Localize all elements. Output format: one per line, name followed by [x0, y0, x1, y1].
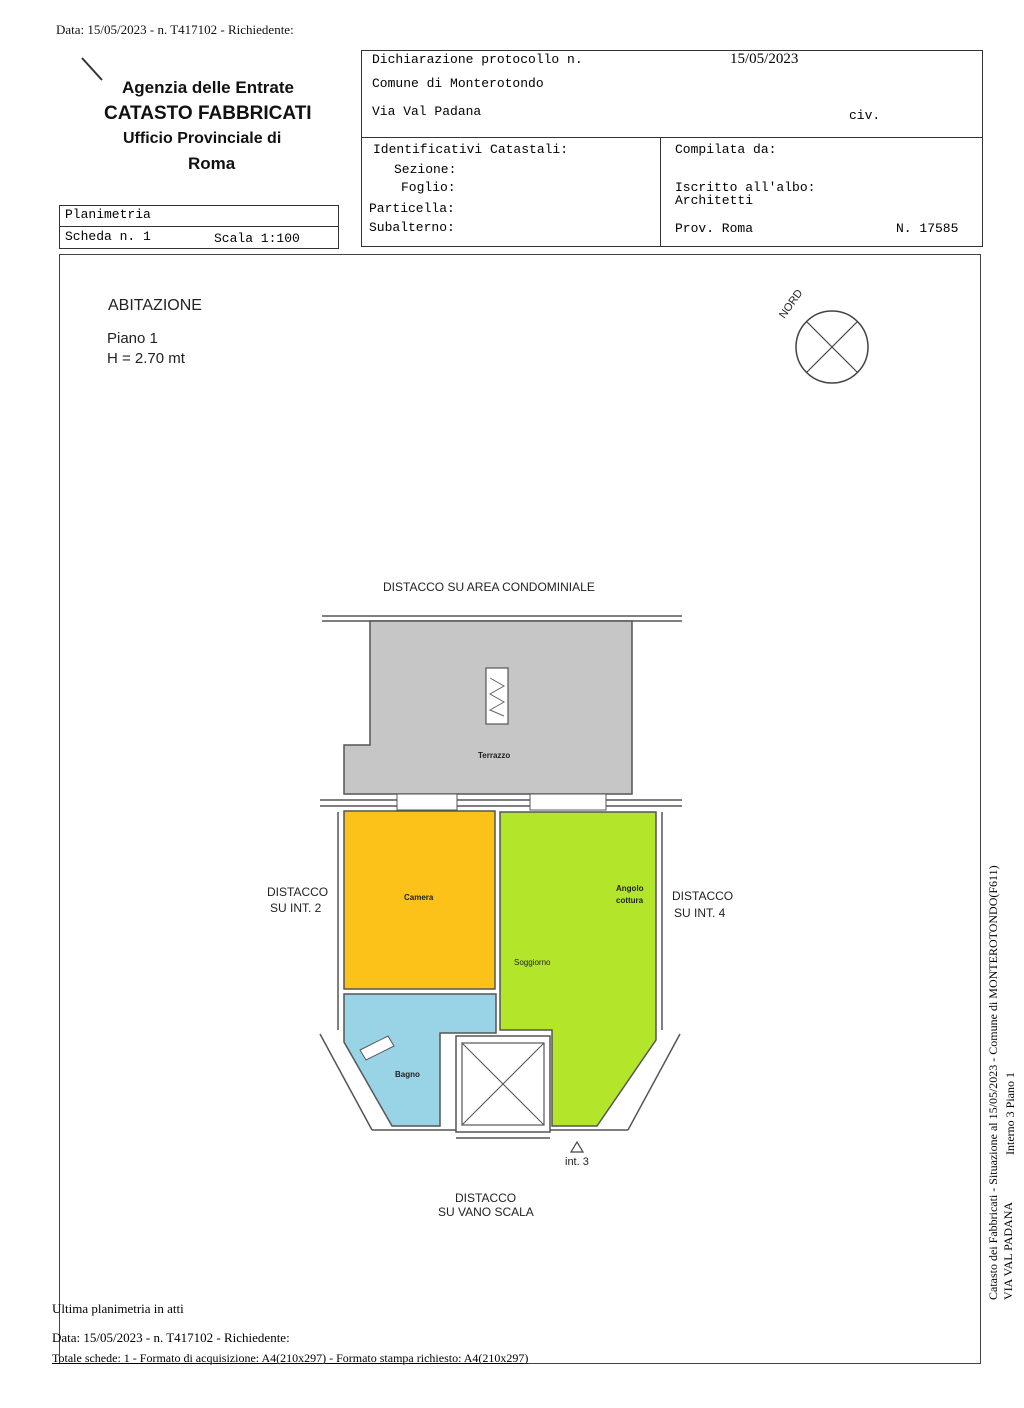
compilata-title: Compilata da: [675, 142, 777, 157]
distacco-right-1: DISTACCO [672, 889, 734, 903]
albo-value: Architetti [675, 193, 754, 208]
protocol-label: Dichiarazione protocollo n. [372, 52, 583, 67]
catasto-title: CATASTO FABBRICATI [104, 103, 312, 124]
soggiorno-label: Soggiorno [514, 958, 551, 967]
height-label: H = 2.70 mt [107, 350, 185, 367]
particella-label: Particella: [369, 201, 455, 216]
ufficio-label: Ufficio Provinciale di [123, 130, 282, 147]
footer-totale-line: Totale schede: 1 - Formato di acquisizione: A4(210x297) - Formato stampa richiesto: A4(210x297) [52, 1351, 529, 1365]
side-line-2: VIA VAL PADANA [1001, 1201, 1015, 1300]
header-line: Data: 15/05/2023 - n. T417102 - Richiedente: [56, 22, 294, 37]
scala-label: Scala 1:100 [214, 231, 300, 246]
ufficio-city: Roma [188, 154, 236, 173]
planimetria-label: Planimetria [65, 207, 151, 222]
footer-data-line: Data: 15/05/2023 - n. T417102 - Richiedente: [52, 1330, 290, 1345]
via-label: Via Val Padana [372, 104, 482, 119]
skylight-icon [486, 668, 508, 724]
iscritto-label: Iscritto all'albo: [675, 180, 816, 195]
camera-label: Camera [404, 893, 434, 902]
side-line-3: Interno 3 Piano 1 [1003, 1072, 1017, 1155]
agency-name: Agenzia delle Entrate [122, 78, 294, 97]
angolo-label-1: Angolo [616, 884, 644, 893]
bagno-label: Bagno [395, 1070, 420, 1079]
distacco-bottom-2: SU VANO SCALA [438, 1205, 534, 1219]
distacco-right-2: SU INT. 4 [674, 906, 726, 920]
scheda-label: Scheda n. 1 [65, 229, 151, 244]
albo-number: N. 17585 [896, 221, 959, 236]
prov-label: Prov. Roma [675, 221, 754, 236]
comune-label: Comune di Monterotondo [372, 76, 544, 91]
distacco-left-1: DISTACCO [267, 885, 329, 899]
floor-label: Piano 1 [107, 330, 158, 347]
distacco-top: DISTACCO SU AREA CONDOMINIALE [383, 580, 595, 594]
declaration-date: 15/05/2023 [730, 51, 799, 67]
identificativi-title: Identificativi Catastali: [373, 142, 569, 157]
sezione-label: Sezione: [394, 162, 457, 177]
terrazzo-label: Terrazzo [478, 751, 511, 760]
distacco-bottom-1: DISTACCO [455, 1191, 517, 1205]
nord-label: NORD [777, 287, 806, 321]
entrance-marker-icon [571, 1142, 583, 1152]
angolo-label-2: cottura [616, 896, 644, 905]
civ-label: civ. [849, 108, 881, 123]
distacco-left-2: SU INT. 2 [270, 901, 322, 915]
ultima-planimetria: Ultima planimetria in atti [52, 1301, 184, 1316]
subalterno-label: Subalterno: [369, 220, 455, 235]
foglio-label: Foglio: [401, 180, 456, 195]
drawing-title: ABITAZIONE [108, 297, 202, 314]
entrance-label: int. 3 [565, 1156, 589, 1168]
side-line-1: Catasto dei Fabbricati - Situazione al 15/05/2023 - Comune di MONTEROTONDO(F611) [986, 865, 1000, 1300]
